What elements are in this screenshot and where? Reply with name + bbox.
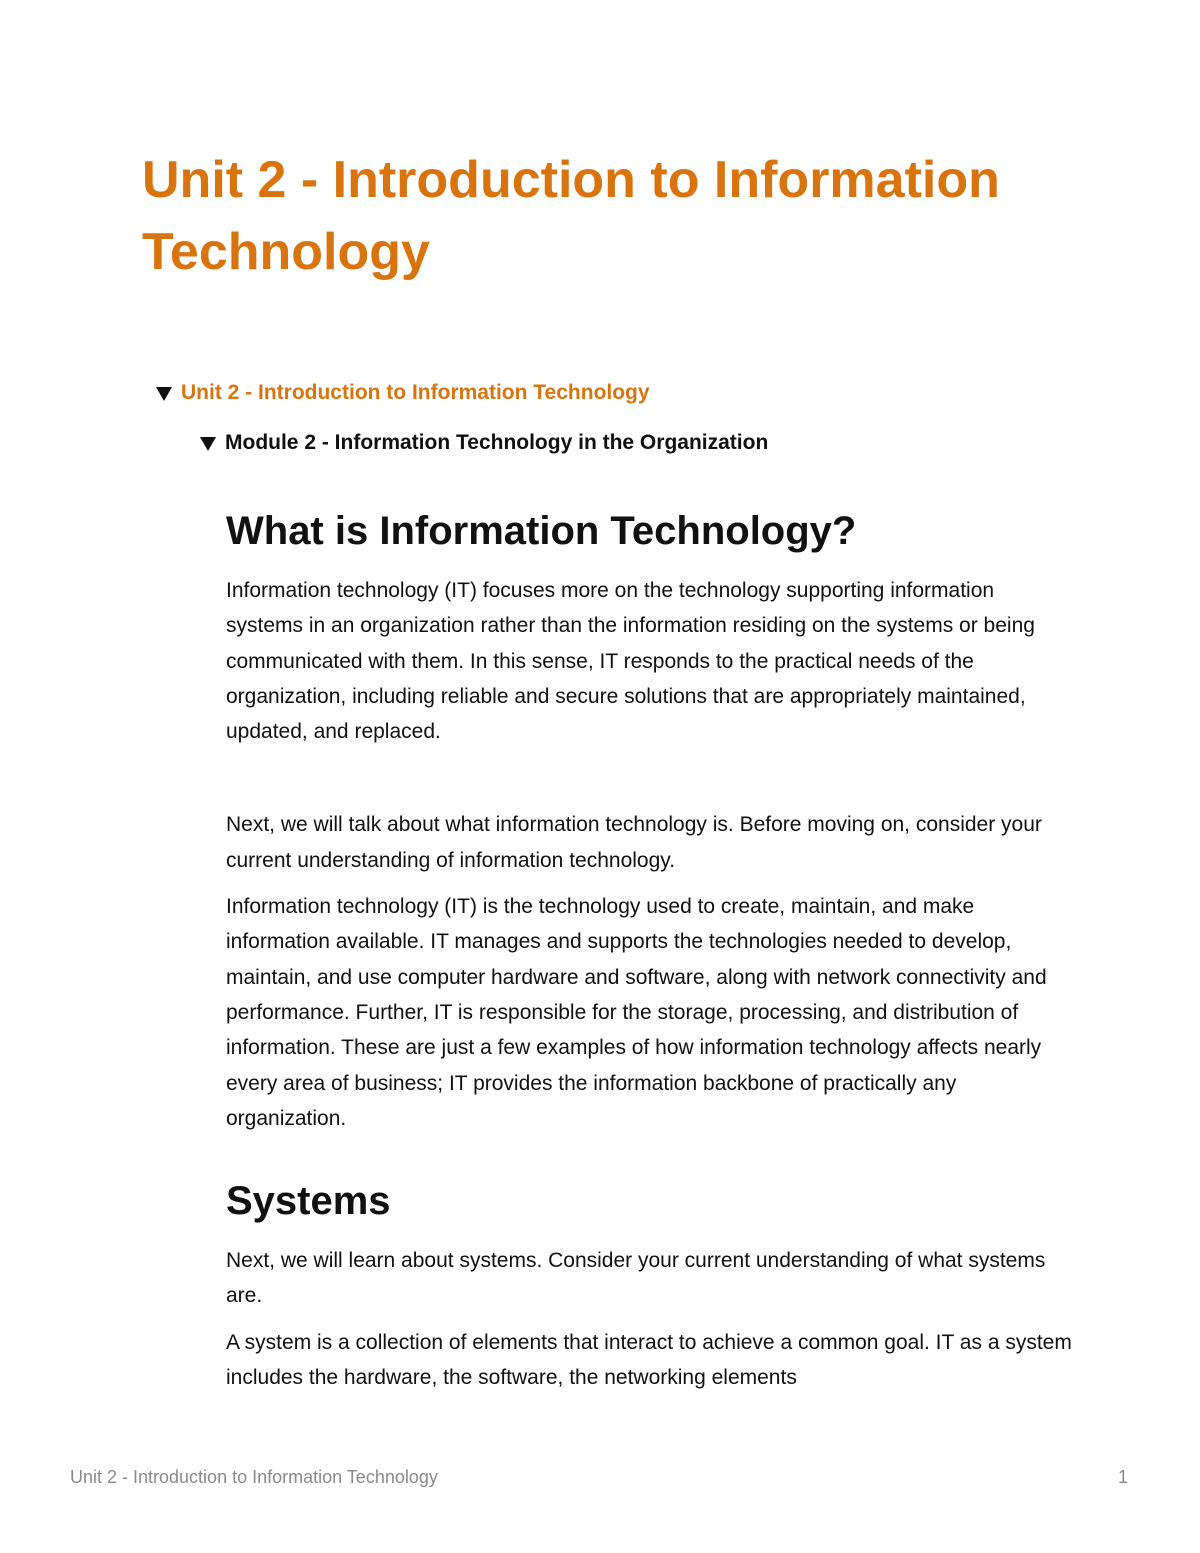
unit-toggle[interactable] [156, 379, 650, 407]
module-toggle[interactable] [200, 429, 768, 457]
page-number: 1 [1117, 1467, 1128, 1487]
page-title: Unit 2 - Introduction to Information Technology [142, 151, 1000, 281]
paragraph-system-definition: A system is a collection of elements that interact to achieve a common goal. IT as a system includes the hardware, the software, the networking elements [226, 1330, 1072, 1390]
paragraph-it-focus: Information technology (IT) focuses more on the technology supporting information systems in an organization rather than the information residing on the systems or being communicated with them. In this sense, IT responds to the practical needs of the organization, including reliable and secure solutions that are appropriately maintained, updated, and replaced. [226, 579, 1035, 744]
section-heading-systems: Systems [226, 1179, 391, 1224]
module-toggle-label: Module 2 - Information Technology in the Organization [225, 431, 769, 454]
triangle-down-icon[interactable] [200, 437, 216, 451]
paragraph-it-definition: Information technology (IT) is the technology used to create, maintain, and make information available. IT manages and supports the technologies needed to develop, maintain, and use computer hardware and software, along with network connectivity and performance. Further, IT is responsible for the storage, processing, and distribution of information. These are just a few examples of how information technology affects nearly every area of business; IT provides the information backbone of practically any organization. [226, 895, 1047, 1130]
triangle-down-icon[interactable] [156, 387, 172, 401]
module-content [226, 504, 1076, 1395]
unit-toggle-label: Unit 2 - Introduction to Information Technology [181, 381, 650, 404]
section-heading-what-is-it: What is Information Technology? [226, 509, 857, 553]
paragraph-next-systems: Next, we will learn about systems. Consider your current understanding of what systems are. [226, 1249, 1046, 1308]
footer-title: Unit 2 - Introduction to Information Technology [70, 1467, 438, 1487]
paragraph-next-it: Next, we will talk about what information technology is. Before moving on, consider your current understanding of information technology. [226, 813, 1042, 872]
